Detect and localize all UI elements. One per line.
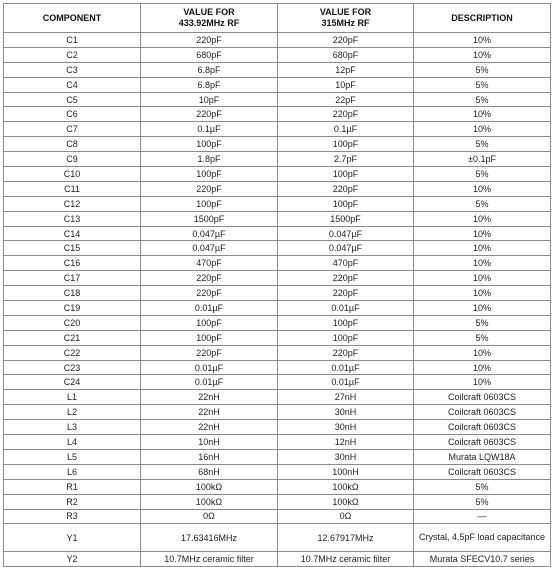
cell-description: 5% (414, 330, 551, 345)
cell-value-433: 10.7MHz ceramic filter (141, 552, 278, 567)
table-row (4, 33, 551, 48)
cell-value-315: 0.01µF (278, 301, 414, 316)
cell-component: C24 (4, 375, 141, 390)
cell-component: C11 (4, 181, 141, 196)
cell-value-433: 0.047µF (141, 226, 278, 241)
cell-description: Coilcraft 0603CS (414, 464, 551, 479)
cell-value-433: 220pF (141, 271, 278, 286)
cell-component: C6 (4, 107, 141, 122)
cell-component: R3 (4, 509, 141, 524)
table-row (4, 479, 551, 494)
cell-component: R2 (4, 494, 141, 509)
cell-component: C17 (4, 271, 141, 286)
table-row (4, 181, 551, 196)
cell-value-315: 0.01µF (278, 360, 414, 375)
cell-description: 10% (414, 122, 551, 137)
cell-value-433: 68nH (141, 464, 278, 479)
table-row (4, 152, 551, 167)
table-row (4, 405, 551, 420)
cell-description: Coilcraft 0603CS (414, 390, 551, 405)
cell-description: Coilcraft 0603CS (414, 435, 551, 450)
cell-component: C18 (4, 286, 141, 301)
table-row (4, 211, 551, 226)
cell-value-315: 0.01µF (278, 375, 414, 390)
component-table (3, 3, 551, 567)
cell-value-433: 220pF (141, 33, 278, 48)
cell-value-315: 220pF (278, 271, 414, 286)
table-row (4, 301, 551, 316)
cell-value-315: 30nH (278, 405, 414, 420)
cell-description: Murata LQW18A (414, 449, 551, 464)
table-row (4, 315, 551, 330)
cell-description: 10% (414, 33, 551, 48)
cell-value-433: 220pF (141, 107, 278, 122)
cell-value-433: 6.8pF (141, 62, 278, 77)
cell-value-433: 0Ω (141, 509, 278, 524)
cell-description: 10% (414, 301, 551, 316)
table-row (4, 47, 551, 62)
cell-component: C4 (4, 77, 141, 92)
cell-value-315: 680pF (278, 47, 414, 62)
cell-description: 5% (414, 494, 551, 509)
cell-component: C23 (4, 360, 141, 375)
table-row (4, 330, 551, 345)
cell-description: 5% (414, 479, 551, 494)
table-row (4, 77, 551, 92)
cell-component: C10 (4, 167, 141, 182)
cell-value-433: 22nH (141, 390, 278, 405)
cell-value-315: 220pF (278, 181, 414, 196)
header-description: DESCRIPTION (414, 4, 551, 33)
table-row (4, 449, 551, 464)
cell-description: 10% (414, 360, 551, 375)
cell-value-433: 17.63416MHz (141, 524, 278, 552)
cell-component: C14 (4, 226, 141, 241)
cell-value-433: 10nH (141, 435, 278, 450)
cell-component: C7 (4, 122, 141, 137)
header-row (4, 4, 551, 33)
cell-value-315: 100pF (278, 315, 414, 330)
cell-description: 10% (414, 226, 551, 241)
cell-description: 10% (414, 181, 551, 196)
cell-value-433: 6.8pF (141, 77, 278, 92)
cell-value-315: 10.7MHz ceramic filter (278, 552, 414, 567)
cell-value-433: 1.8pF (141, 152, 278, 167)
cell-value-315: 220pF (278, 107, 414, 122)
cell-value-433: 100pF (141, 137, 278, 152)
cell-description: Crystal, 4.5pF load capacitance (414, 524, 551, 552)
cell-value-315: 0.1µF (278, 122, 414, 137)
table-row (4, 286, 551, 301)
table-row (4, 62, 551, 77)
cell-value-315: 220pF (278, 286, 414, 301)
table-row (4, 509, 551, 524)
cell-value-433: 100pF (141, 167, 278, 182)
cell-value-433: 0.01µF (141, 360, 278, 375)
table-row (4, 524, 551, 552)
cell-component: C22 (4, 345, 141, 360)
cell-component: C12 (4, 196, 141, 211)
cell-component: Y1 (4, 524, 141, 552)
table-row (4, 92, 551, 107)
cell-value-433: 100kΩ (141, 494, 278, 509)
cell-value-433: 220pF (141, 345, 278, 360)
cell-description: 10% (414, 375, 551, 390)
cell-value-433: 100pF (141, 196, 278, 211)
cell-value-315: 12pF (278, 62, 414, 77)
cell-value-433: 1500pF (141, 211, 278, 226)
cell-component: C5 (4, 92, 141, 107)
cell-value-433: 22nH (141, 420, 278, 435)
cell-description: 5% (414, 167, 551, 182)
cell-component: C21 (4, 330, 141, 345)
cell-value-433: 10pF (141, 92, 278, 107)
cell-component: L6 (4, 464, 141, 479)
cell-value-433: 0.01µF (141, 301, 278, 316)
table-row (4, 196, 551, 211)
cell-value-433: 220pF (141, 286, 278, 301)
cell-component: R1 (4, 479, 141, 494)
cell-value-315: 100kΩ (278, 479, 414, 494)
cell-component: L5 (4, 449, 141, 464)
table-row (4, 122, 551, 137)
table-body (4, 33, 551, 567)
cell-component: C2 (4, 47, 141, 62)
cell-value-315: 100nH (278, 464, 414, 479)
cell-value-433: 0.047µF (141, 241, 278, 256)
cell-component: L4 (4, 435, 141, 450)
cell-value-315: 1500pF (278, 211, 414, 226)
table-row (4, 167, 551, 182)
cell-value-315: 10pF (278, 77, 414, 92)
table-row (4, 137, 551, 152)
cell-description: 10% (414, 107, 551, 122)
table-row (4, 256, 551, 271)
cell-description: Coilcraft 0603CS (414, 405, 551, 420)
cell-description: 10% (414, 345, 551, 360)
cell-value-433: 22nH (141, 405, 278, 420)
cell-value-433: 100pF (141, 330, 278, 345)
table-row (4, 241, 551, 256)
cell-value-315: 30nH (278, 449, 414, 464)
table-row (4, 375, 551, 390)
table-row (4, 420, 551, 435)
cell-description: — (414, 509, 551, 524)
header-component: COMPONENT (4, 4, 141, 33)
table-row (4, 464, 551, 479)
table-row (4, 494, 551, 509)
cell-description: 10% (414, 286, 551, 301)
cell-description: 10% (414, 211, 551, 226)
cell-value-315: 100pF (278, 137, 414, 152)
cell-component: Y2 (4, 552, 141, 567)
cell-description: Coilcraft 0603CS (414, 420, 551, 435)
cell-component: C9 (4, 152, 141, 167)
cell-value-315: 30nH (278, 420, 414, 435)
cell-value-315: 2.7pF (278, 152, 414, 167)
table-row (4, 271, 551, 286)
cell-component: C1 (4, 33, 141, 48)
cell-component: C15 (4, 241, 141, 256)
cell-description: 10% (414, 271, 551, 286)
cell-value-315: 12nH (278, 435, 414, 450)
cell-value-315: 0.047µF (278, 226, 414, 241)
cell-description: 5% (414, 92, 551, 107)
cell-description: 5% (414, 62, 551, 77)
cell-component: C19 (4, 301, 141, 316)
cell-component: C16 (4, 256, 141, 271)
cell-description: ±0.1pF (414, 152, 551, 167)
cell-value-433: 100kΩ (141, 479, 278, 494)
cell-description: 5% (414, 196, 551, 211)
cell-description: 5% (414, 137, 551, 152)
header-value-315: VALUE FOR 315MHz RF (278, 4, 414, 33)
cell-value-433: 0.1µF (141, 122, 278, 137)
table-row (4, 552, 551, 567)
cell-value-433: 100pF (141, 315, 278, 330)
cell-description: 10% (414, 47, 551, 62)
cell-value-315: 100pF (278, 330, 414, 345)
cell-component: L1 (4, 390, 141, 405)
cell-component: C3 (4, 62, 141, 77)
cell-value-433: 470pF (141, 256, 278, 271)
table-row (4, 435, 551, 450)
cell-value-315: 0Ω (278, 509, 414, 524)
cell-description: 5% (414, 315, 551, 330)
cell-value-315: 27nH (278, 390, 414, 405)
cell-value-315: 22pF (278, 92, 414, 107)
table-row (4, 226, 551, 241)
cell-component: L2 (4, 405, 141, 420)
cell-description: 10% (414, 241, 551, 256)
cell-value-433: 16nH (141, 449, 278, 464)
cell-component: L3 (4, 420, 141, 435)
cell-value-315: 0.047µF (278, 241, 414, 256)
cell-value-433: 220pF (141, 181, 278, 196)
cell-description: Murata SFECV10.7 series (414, 552, 551, 567)
cell-value-315: 470pF (278, 256, 414, 271)
header-value-433: VALUE FOR 433.92MHz RF (141, 4, 278, 33)
cell-value-315: 100pF (278, 167, 414, 182)
cell-value-315: 12.67917MHz (278, 524, 414, 552)
cell-value-315: 100pF (278, 196, 414, 211)
table-row (4, 345, 551, 360)
cell-value-315: 220pF (278, 345, 414, 360)
cell-component: C13 (4, 211, 141, 226)
cell-value-315: 100kΩ (278, 494, 414, 509)
cell-component: C8 (4, 137, 141, 152)
cell-description: 10% (414, 256, 551, 271)
cell-value-433: 680pF (141, 47, 278, 62)
cell-value-315: 220pF (278, 33, 414, 48)
cell-component: C20 (4, 315, 141, 330)
table-row (4, 360, 551, 375)
table-row (4, 107, 551, 122)
cell-description: 5% (414, 77, 551, 92)
cell-value-433: 0.01µF (141, 375, 278, 390)
table-row (4, 390, 551, 405)
